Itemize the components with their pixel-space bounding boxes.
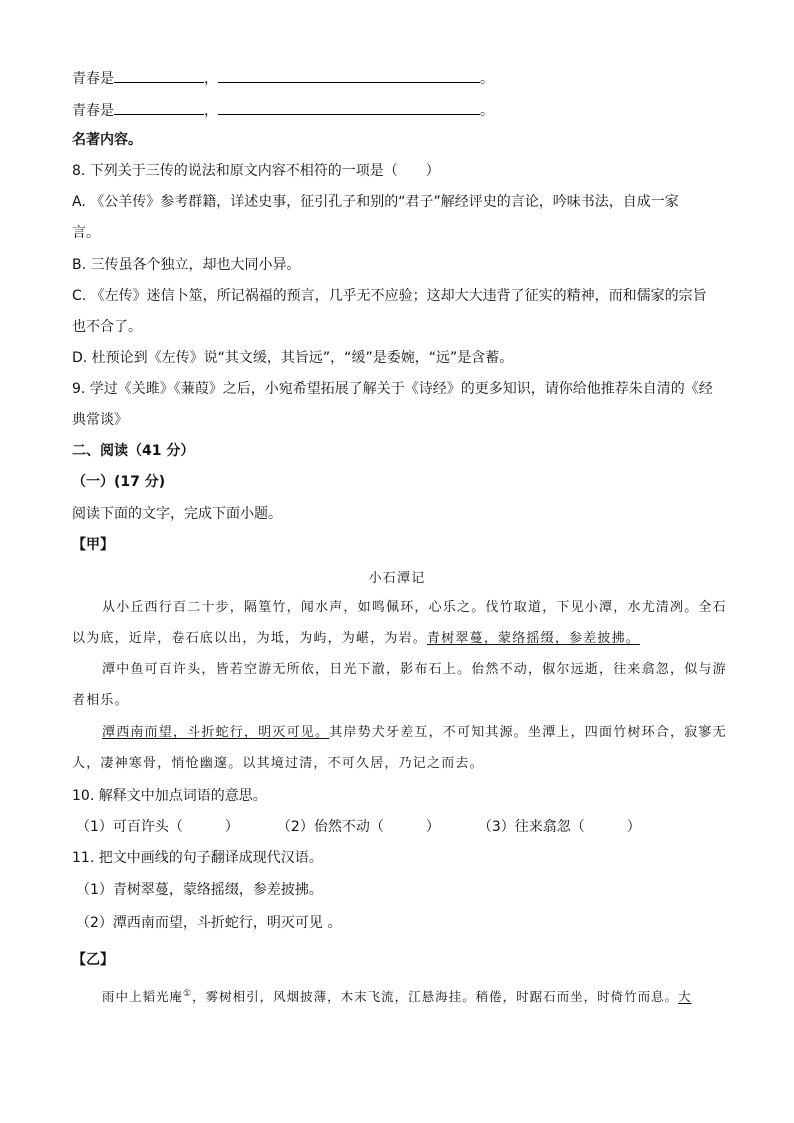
q8-option-d: D. 杜预论到《左传》说“其文缓，其旨远”，“缓”是委婉，“远”是含蓄。 [72, 350, 514, 366]
q8-option-b: B. 三传虽各个独立，却也大同小异。 [72, 257, 301, 273]
q8-option-a: A. 《公羊传》参考群籍，详述史事，征引孔子和别的“君子”解经评史的言论，吟味书法，自成一家 [72, 194, 679, 210]
fill-sep: ， [204, 71, 218, 87]
fill-prefix: 青春是 [72, 103, 114, 119]
footnote-mark: ① [183, 989, 193, 999]
instruction: 阅读下面的文字，完成下面小题。 [72, 506, 282, 522]
passage-p2-line-2: 者相乐。 [72, 693, 129, 708]
fill-sep: ， [204, 103, 218, 119]
underlined-sentence: 大 [678, 989, 692, 1005]
passage-p2-line-1: 潭中鱼可百许头，皆若空游无所依，日光下澈，影布石上。佁然不动，俶尔远逝，往来翕忽，似与游 [102, 662, 727, 677]
answer-blank[interactable] [218, 100, 480, 115]
close-paren: ） [224, 819, 239, 835]
passage-text: 雨中上韬光庵 [102, 989, 184, 1005]
q9-line-1: 9. 学过《关雎》《蒹葭》之后，小宛希望拓展了解关于《诗经》的更多知识，请你给他推荐朱自清的《经 [72, 381, 713, 397]
q10-item-2: （2）佁然不动（ [276, 819, 384, 835]
passage-p3-line-1 [102, 723, 727, 743]
q9-line-2: 典常谈》 [72, 412, 128, 428]
passage-label-jia: 【甲】 [72, 537, 114, 553]
close-paren: ） [425, 819, 440, 835]
q8-stem: 8. 下列关于三传的说法和原文内容不相符的一项是（ ） [72, 163, 440, 179]
q10-items [76, 817, 641, 837]
passage-yi-line-1 [102, 984, 692, 1007]
fill-line-1 [72, 68, 494, 89]
subsection-heading: （一）(17 分) [72, 474, 166, 490]
fill-prefix: 青春是 [72, 71, 114, 87]
q8-option-a-cont: 言。 [72, 225, 100, 241]
section-2-heading: 二、阅读（41 分） [72, 443, 195, 459]
fill-end: 。 [480, 71, 494, 87]
q11-stem: 11. 把文中画线的句子翻译成现代汉语。 [72, 850, 323, 866]
q11-item-2: （2）潭西南而望，斗折蛇行，明灭可见 。 [76, 915, 342, 931]
fill-end: 。 [480, 103, 494, 119]
passage-text: 其岸势犬牙差互，不可知其源。坐潭上，四面竹树环合，寂寥无 [329, 725, 727, 740]
q10-item-1: （1）可百许头（ [76, 819, 183, 835]
passage-label-yi: 【乙】 [72, 952, 114, 968]
passage-text: ，雾树相引，风烟披薄，木末飞流，江悬海挂。稍倦，时踞石而坐，时倚竹而息。 [192, 989, 679, 1005]
answer-blank[interactable] [218, 68, 480, 83]
q10-item-3: （3）往来翕忽（ [477, 819, 585, 835]
passage-p1-line-1: 从小丘西行百二十步，隔篁竹，闻水声，如鸣佩环，心乐之。伐竹取道，下见小潭，水尤清冽。全石 [102, 600, 727, 615]
passage-text: 以为底，近岸，卷石底以出，为坻，为屿，为嵁，为岩。 [72, 631, 428, 646]
section-heading: 名著内容。 [72, 132, 142, 148]
q11-item-1: （1）青树翠蔓，蒙络摇缀，参差披拂。 [76, 882, 323, 898]
q8-option-c: C. 《左传》迷信卜筮，所记祸福的预言，几乎无不应验；这却大大违背了征实的精神，而和儒家的宗旨 [72, 288, 707, 304]
passage-p1-line-2 [72, 629, 640, 649]
q10-stem: 10. 解释文中加点词语的意思。 [72, 788, 267, 804]
passage-p3-line-2: 人，凄神寒骨，悄怆幽邃。以其境过清，不可久居，乃记之而去。 [72, 756, 484, 771]
underlined-sentence: 潭西南而望，斗折蛇行，明灭可见。 [102, 725, 330, 740]
q8-option-c-cont: 也不合了。 [72, 319, 142, 335]
passage-title: 小石潭记 [368, 571, 426, 586]
close-paren: ） [626, 819, 641, 835]
underlined-sentence: 青树翠蔓，蒙络摇缀，参差披拂。 [427, 631, 641, 646]
answer-blank[interactable] [114, 68, 204, 83]
answer-blank[interactable] [114, 100, 204, 115]
fill-line-2 [72, 100, 494, 121]
